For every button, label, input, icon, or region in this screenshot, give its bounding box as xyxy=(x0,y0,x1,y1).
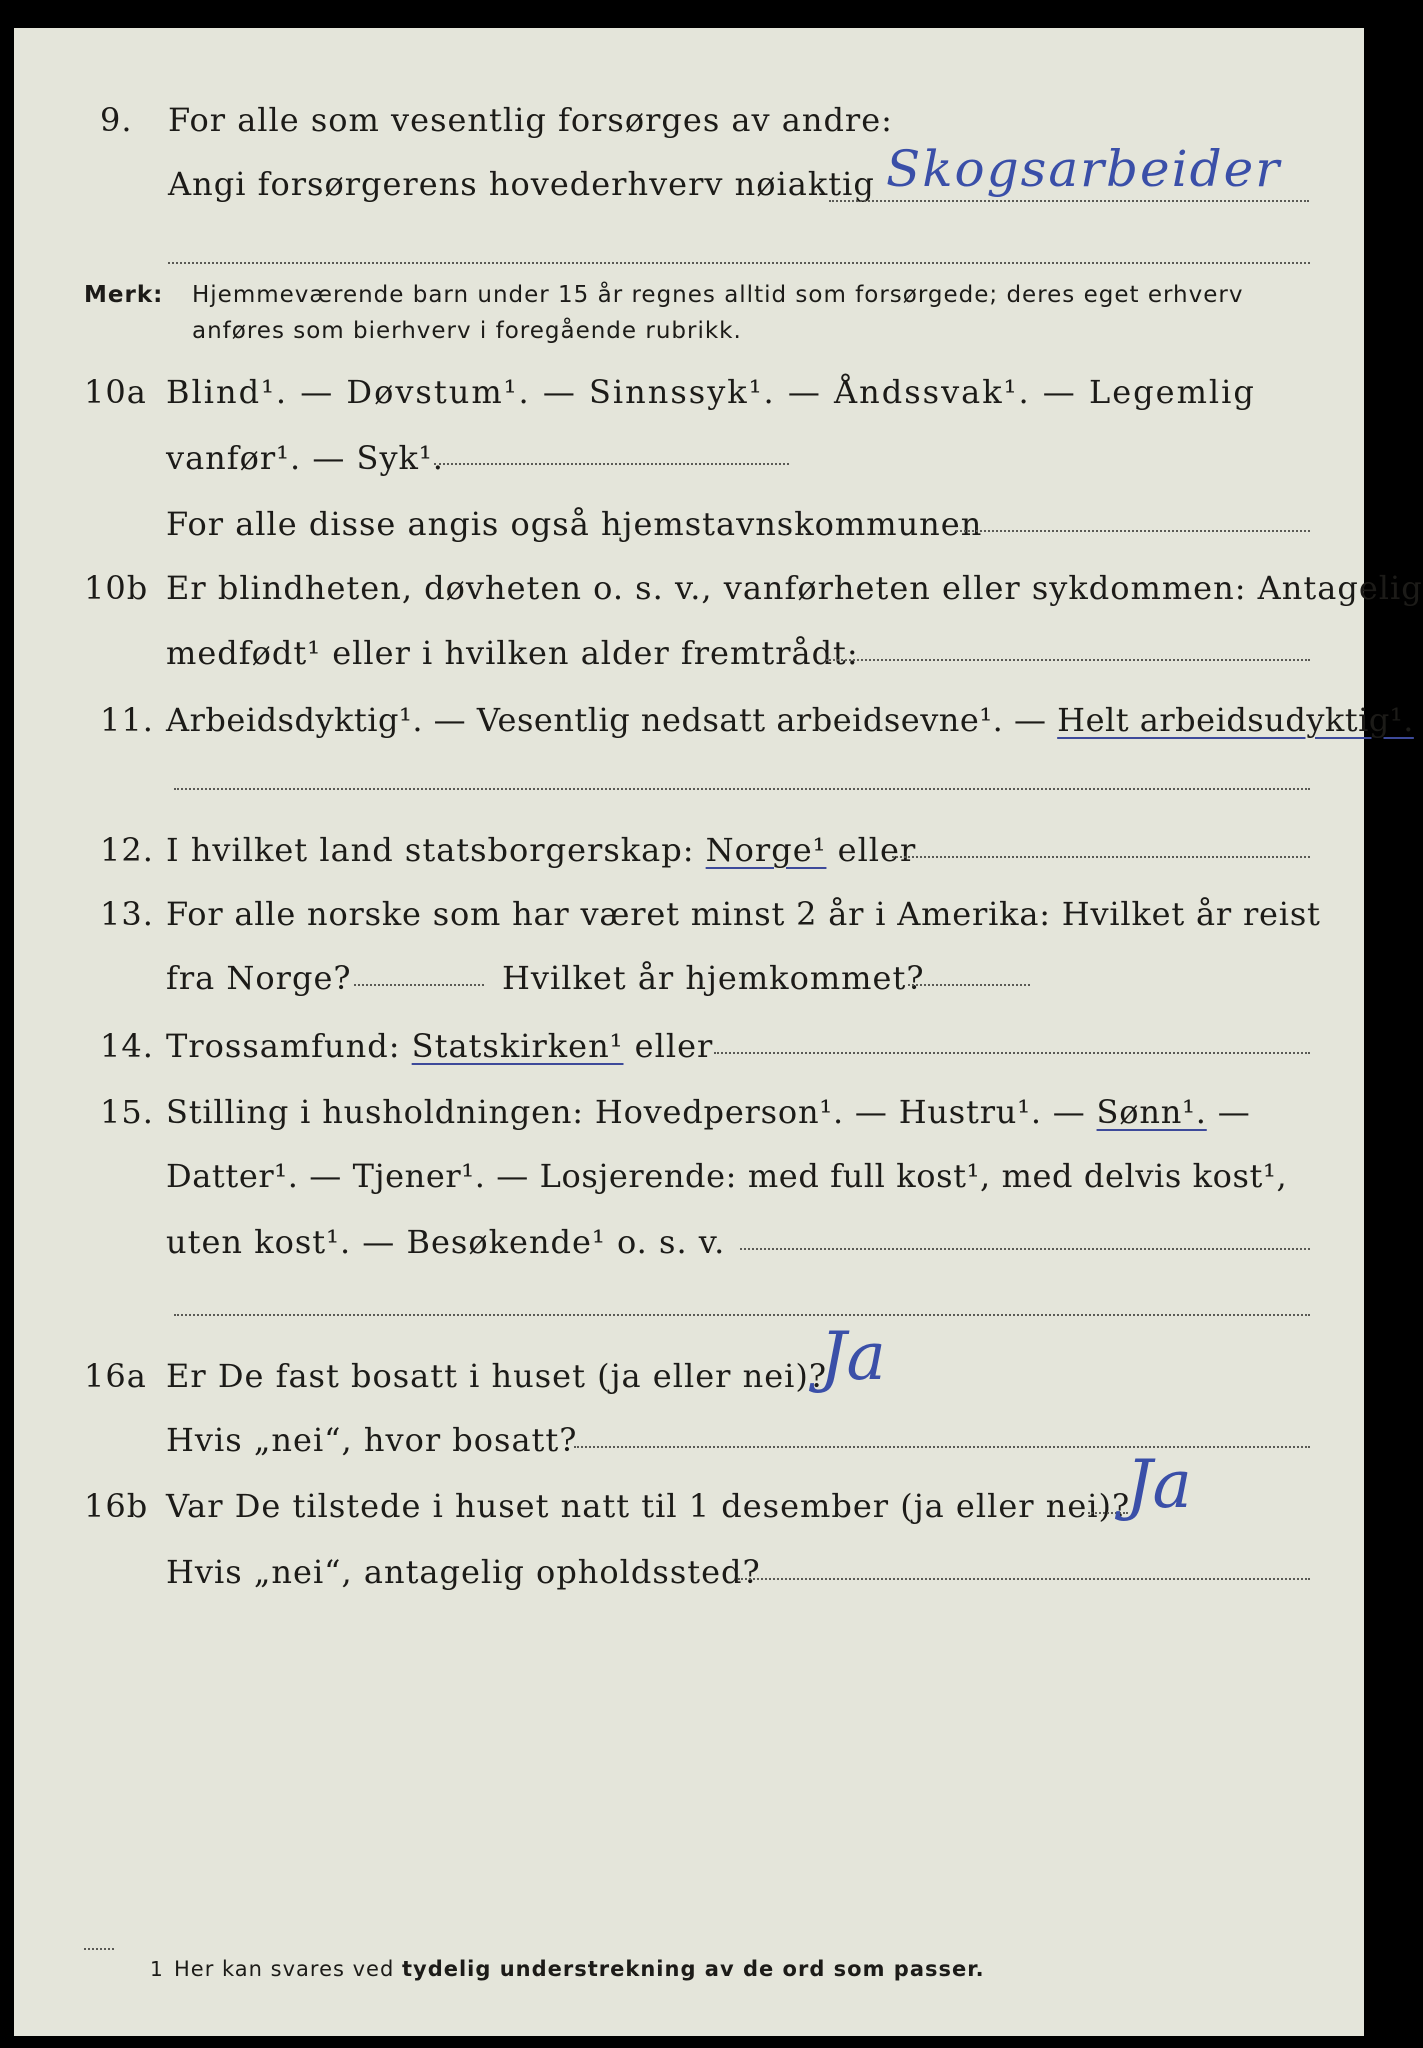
q14-underlined-answer: Statskirken¹ xyxy=(411,1027,624,1065)
q14-text-tail: eller xyxy=(623,1027,714,1065)
q13-number: 13. xyxy=(100,895,154,933)
q11-text xyxy=(166,700,1414,740)
q9-answer-line xyxy=(829,200,1309,202)
q11-text-plain: Arbeidsdyktig¹. — Vesentlig nedsatt arbeidsevne¹. — xyxy=(166,701,1058,739)
q14-answer-line xyxy=(714,1052,1310,1054)
q15-number: 15. xyxy=(100,1093,154,1131)
q15-line2: Datter¹. — Tjener¹. — Losjerende: med full kost¹, med delvis kost¹, xyxy=(166,1157,1288,1195)
q9-number: 9. xyxy=(100,101,133,139)
q10b-line1: Er blindheten, døvheten o. s. v., vanførheten eller sykdommen: Antagelig xyxy=(166,569,1423,607)
q15-underlined-answer: Sønn¹. xyxy=(1096,1093,1207,1131)
q10b-line2: medfødt¹ eller i hvilken alder fremtrådt: xyxy=(166,634,859,672)
footnote-text xyxy=(174,1954,985,1984)
footnote-separator xyxy=(84,1948,114,1950)
q9-line2: Angi forsørgerens hovederhverv nøiaktig xyxy=(168,165,875,203)
q9-line1: For alle som vesentlig forsørges av andre: xyxy=(168,101,893,139)
q16b-line2: Hvis „nei“, antagelig opholdssted? xyxy=(166,1553,761,1591)
q13-hjemkommet-answer-line xyxy=(908,984,1030,986)
q16b-line1: Var De tilstede i huset natt til 1 desember (ja eller nei)? xyxy=(166,1487,1131,1525)
q16b-opholdssted-answer-line xyxy=(738,1578,1310,1580)
q11-extra-line xyxy=(174,788,1310,790)
q16a-handwritten-answer: Ja xyxy=(820,1318,886,1395)
q14-text xyxy=(166,1026,713,1066)
q10a-line3-answer-line xyxy=(956,530,1310,532)
q12-text-tail: eller xyxy=(826,831,917,869)
q13-reist-answer-line xyxy=(354,984,484,986)
q16a-bosatt-answer-line xyxy=(574,1446,1310,1448)
q10a-line3: For alle disse angis også hjemstavnskommunen xyxy=(166,505,983,543)
q16b-answer-line xyxy=(1088,1512,1128,1514)
q10a-number: 10a xyxy=(84,373,147,411)
q10b-answer-line xyxy=(826,659,1310,661)
q13-line2b: Hvilket år hjemkommet? xyxy=(502,959,925,997)
q11-underlined-answer: Helt arbeidsudyktig¹. xyxy=(1057,701,1414,739)
merk-line2: anføres som bierhverv i foregående rubrikk. xyxy=(192,318,742,344)
census-form-page xyxy=(14,28,1423,2036)
q9-extra-line xyxy=(168,262,1310,264)
q12-underlined-answer: Norge¹ xyxy=(705,831,827,869)
q14-number: 14. xyxy=(100,1027,154,1065)
q10b-number: 10b xyxy=(84,569,149,607)
q14-text-plain: Trossamfund: xyxy=(166,1027,412,1065)
q13-line2a: fra Norge? xyxy=(166,959,352,997)
merk-label: Merk: xyxy=(84,282,164,308)
q10a-line1: Blind¹. — Døvstum¹. — Sinnssyk¹. — Åndssvak¹. — Legemlig xyxy=(166,373,1256,411)
footnote-text-plain: Her kan svares ved xyxy=(174,1957,402,1981)
q16b-handwritten-answer: Ja xyxy=(1126,1446,1192,1523)
q15-line1-plain: Stilling i husholdningen: Hovedperson¹. — Hustru¹. — xyxy=(166,1093,1097,1131)
q12-answer-line xyxy=(892,856,1310,858)
q16a-line1: Er De fast bosatt i huset (ja eller nei)? xyxy=(166,1357,828,1395)
q12-text-plain: I hvilket land statsborgerskap: xyxy=(166,831,706,869)
q10a-line2: vanfør¹. — Syk¹. xyxy=(166,439,444,477)
q15-line1-tail: — xyxy=(1206,1093,1251,1131)
q12-text xyxy=(166,830,916,870)
q15-extra-line xyxy=(174,1314,1310,1316)
q9-handwritten-answer: Skogsarbeider xyxy=(886,140,1282,198)
q13-line1: For alle norske som har været minst 2 år i Amerika: Hvilket år reist xyxy=(166,895,1321,933)
q16a-line2: Hvis „nei“, hvor bosatt? xyxy=(166,1421,578,1459)
q10a-line2-answer-line xyxy=(434,463,789,465)
q15-answer-line xyxy=(740,1248,1310,1250)
q16a-number: 16a xyxy=(84,1357,147,1395)
q16b-number: 16b xyxy=(84,1487,149,1525)
footnote-text-bold: tydelig understrekning av de ord som passer. xyxy=(401,1957,985,1981)
q11-number: 11. xyxy=(100,701,154,739)
q15-line3: uten kost¹. — Besøkende¹ o. s. v. xyxy=(166,1223,726,1261)
q12-number: 12. xyxy=(100,831,154,869)
merk-line1: Hjemmeværende barn under 15 år regnes alltid som forsørgede; deres eget erhverv xyxy=(192,282,1244,308)
q15-line1 xyxy=(166,1092,1251,1132)
footnote-mark: 1 xyxy=(150,1957,164,1981)
